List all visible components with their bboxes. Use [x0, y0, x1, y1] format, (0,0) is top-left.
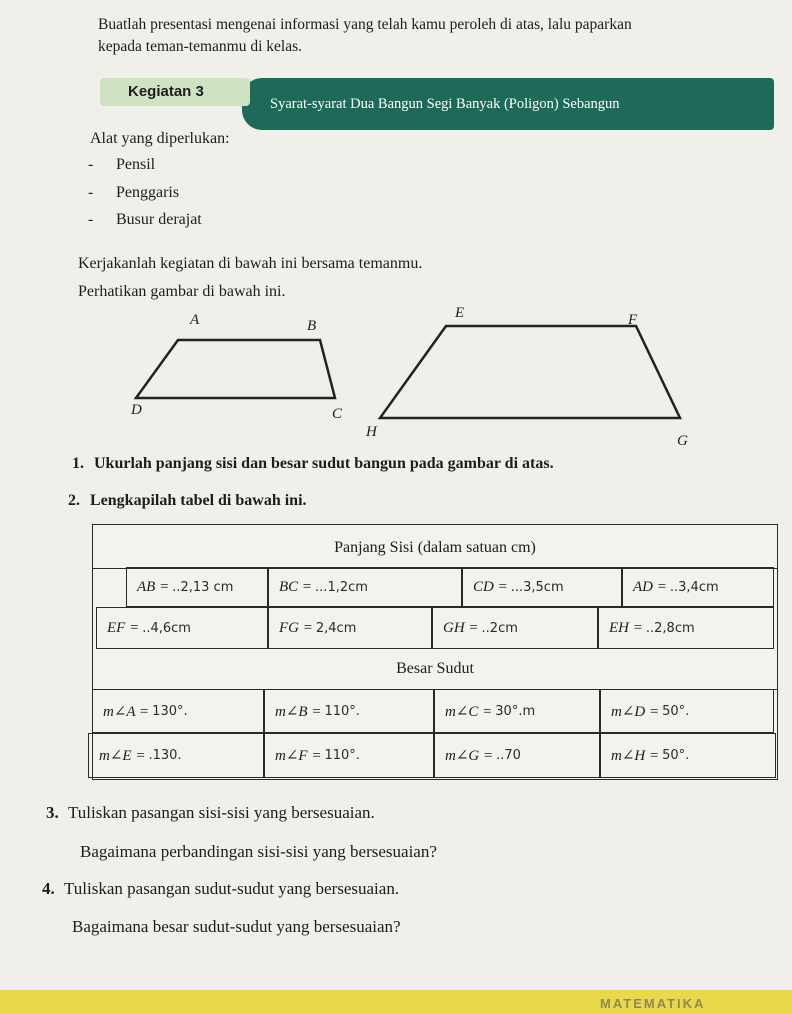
vertex-label-d: D	[131, 402, 142, 418]
trapezoid-efgh	[380, 326, 680, 418]
intro-line-2: kepada teman-temanmu di kelas.	[98, 38, 303, 55]
vertex-label-f: F	[628, 312, 638, 328]
footer-subject: MATEMATIKA	[600, 996, 706, 1011]
side-ad-cell[interactable]: AD = ..3,4cm	[622, 567, 774, 607]
angles-header: Besar Sudut	[92, 649, 778, 690]
question-4: 4. Tuliskan pasangan sudut-sudut yang bersesuaian.	[42, 879, 400, 898]
side-cd-cell[interactable]: CD = ...3,5cm	[462, 567, 622, 607]
tool-dash: -	[88, 156, 94, 173]
side-eh-cell[interactable]: EH = ..2,8cm	[598, 607, 774, 649]
angle-a-cell[interactable]: m∠A = 130°.	[92, 689, 264, 733]
side-fg-cell[interactable]: FG = 2,4cm	[268, 607, 432, 649]
tool-dash: -	[88, 211, 94, 228]
intro-line-1: Buatlah presentasi mengenai informasi yang telah kamu peroleh di atas, lalu paparkan	[98, 16, 632, 33]
tool-item	[88, 184, 179, 202]
figure-caption: Perhatikan gambar di bawah ini.	[78, 283, 286, 300]
side-bc-cell[interactable]: BC = ...1,2cm	[268, 567, 462, 607]
vertex-label-b: B	[307, 318, 317, 334]
question-3: 3. Tuliskan pasangan sisi-sisi yang bersesuaian.	[46, 803, 375, 822]
question-2: 2. Lengkapilah tabel di bawah ini.	[68, 492, 307, 509]
tool-label: Penggaris	[116, 184, 180, 201]
vertex-label-c: C	[332, 406, 343, 422]
question-number: 1.	[72, 455, 84, 472]
angle-e-cell[interactable]: m∠E = .130.	[88, 733, 264, 778]
kegiatan-title: Syarat-syarat Dua Bangun Segi Banyak (Poligon) Sebangun	[242, 78, 774, 130]
angle-c-cell[interactable]: m∠C = 30°.m	[434, 689, 600, 733]
vertex-label-e: E	[455, 305, 465, 321]
trapezoid-abcd	[136, 340, 335, 398]
sides-header: Panjang Sisi (dalam satuan cm)	[92, 528, 778, 569]
question-number: 4.	[42, 879, 55, 898]
question-1: 1. Ukurlah panjang sisi dan besar sudut bangun pada gambar di atas.	[72, 455, 554, 472]
vertex-label-a: A	[190, 312, 200, 328]
trapezoid-figure	[0, 300, 792, 460]
intro-paragraph	[98, 14, 738, 58]
tool-label: Pensil	[116, 156, 156, 173]
question-3-followup: Bagaimana perbandingan sisi-sisi yang bersesuaian?	[80, 842, 437, 861]
question-number: 2.	[68, 492, 80, 509]
tools-heading: Alat yang diperlukan:	[90, 130, 230, 147]
angle-d-cell[interactable]: m∠D = 50°.	[600, 689, 774, 733]
side-ef-cell[interactable]: EF = ..4,6cm	[96, 607, 268, 649]
question-number: 3.	[46, 803, 59, 822]
tool-item	[88, 156, 155, 174]
vertex-label-h: H	[366, 424, 377, 440]
angle-g-cell[interactable]: m∠G = ..70	[434, 733, 600, 778]
question-4-followup: Bagaimana besar sudut-sudut yang bersesuaian?	[72, 917, 401, 936]
angle-f-cell[interactable]: m∠F = 110°.	[264, 733, 434, 778]
kegiatan-label: Kegiatan 3	[100, 78, 250, 106]
tool-label: Busur derajat	[116, 211, 202, 228]
vertex-label-g: G	[677, 433, 688, 449]
tool-item	[88, 211, 202, 229]
tool-dash: -	[88, 184, 94, 201]
side-gh-cell[interactable]: GH = ..2cm	[432, 607, 598, 649]
angle-b-cell[interactable]: m∠B = 110°.	[264, 689, 434, 733]
angle-h-cell[interactable]: m∠H = 50°.	[600, 733, 776, 778]
instruction: Kerjakanlah kegiatan di bawah ini bersama temanmu.	[78, 255, 423, 272]
side-ab-cell[interactable]: AB = ..2,13 cm	[126, 567, 268, 607]
